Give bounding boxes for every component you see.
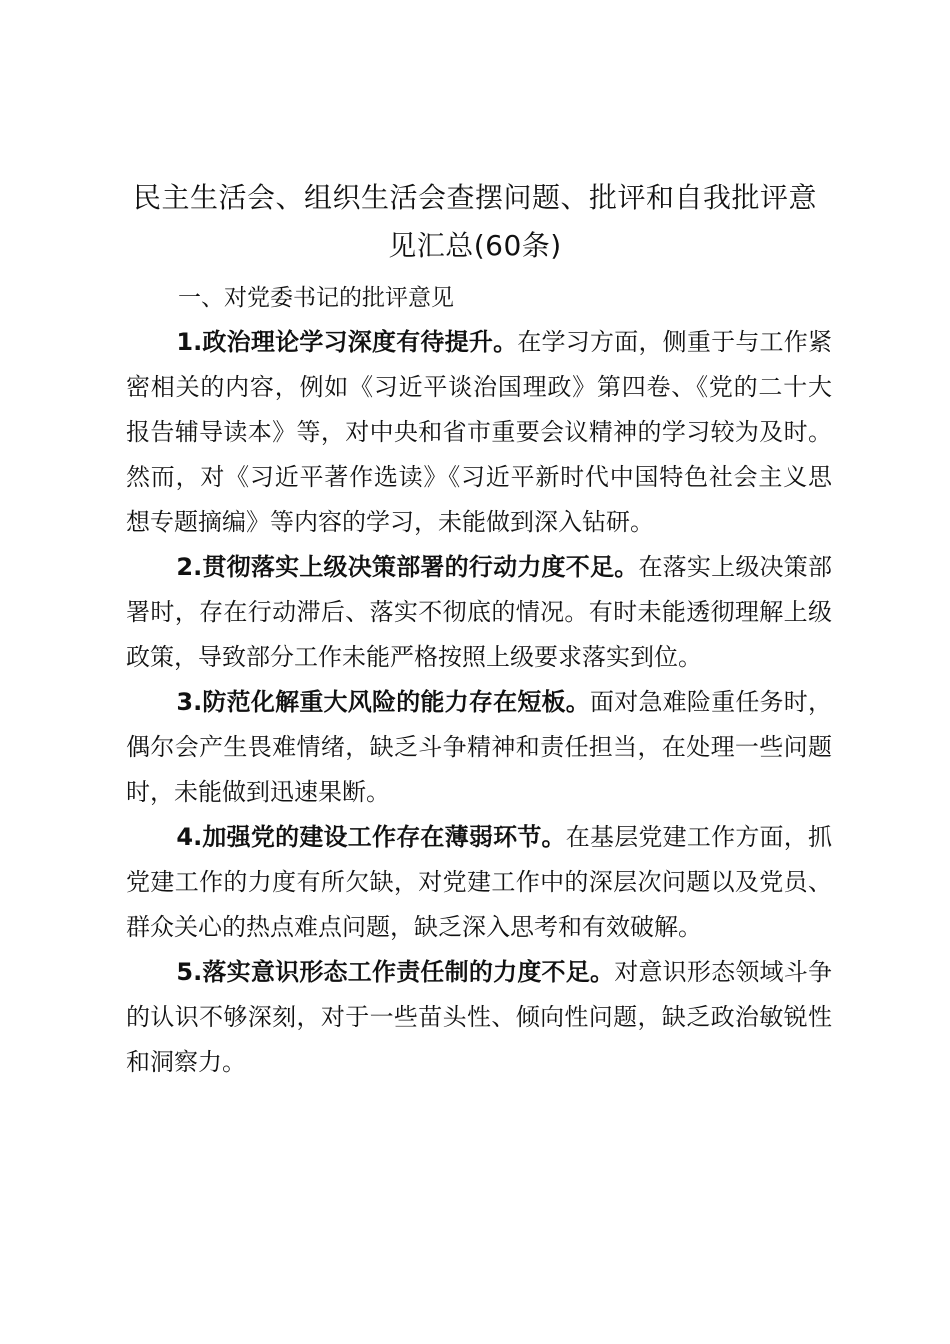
- section-heading: 一、对党委书记的批评意见: [178, 285, 454, 311]
- paragraph-5-body: 对意识形态领域斗争的认识不够深刻，对于一些苗头性、倾向性问题，缺乏政治敏锐性和洞察力。: [126, 958, 832, 1076]
- paragraph-4-lead: 4.加强党的建设工作存在薄弱环节。: [176, 823, 566, 851]
- paragraph-3: [126, 680, 832, 815]
- paragraph-1-body: 在学习方面，侧重于与工作紧密相关的内容，例如《习近平谈治国理政》第四卷、《党的二十大报告辅导读本》等，对中央和省市重要会议精神的学习较为及时。然而，对《习近平著作选读》《习近平新时代中国特色社会主义思想专题摘编》等内容的学习，未能做到深入钻研。: [126, 328, 832, 536]
- paragraph-1-lead: 1.政治理论学习深度有待提升。: [176, 328, 518, 356]
- paragraph-2-lead: 2.贯彻落实上级决策部署的行动力度不足。: [176, 553, 639, 581]
- paragraph-2-body: 在落实上级决策部署时，存在行动滞后、落实不彻底的情况。有时未能透彻理解上级政策，导致部分工作未能严格按照上级要求落实到位。: [126, 553, 832, 671]
- document-body: [126, 320, 832, 1085]
- document-title: 民主生活会、组织生活会查摆问题、批评和自我批评意见汇总(60条): [132, 181, 817, 262]
- paragraph-2: [126, 545, 832, 680]
- paragraph-1: [126, 320, 832, 545]
- paragraph-3-body: 面对急难险重任务时，偶尔会产生畏难情绪，缺乏斗争精神和责任担当，在处理一些问题时，未能做到迅速果断。: [126, 688, 833, 806]
- paragraph-5-lead: 5.落实意识形态工作责任制的力度不足。: [176, 958, 615, 986]
- paragraph-4-body: 在基层党建工作方面，抓党建工作的力度有所欠缺，对党建工作中的深层次问题以及党员、群众关心的热点难点问题，缺乏深入思考和有效破解。: [126, 823, 832, 941]
- paragraph-4: [126, 815, 832, 950]
- paragraph-3-lead: 3.防范化解重大风险的能力存在短板。: [176, 688, 590, 716]
- paragraph-5: [126, 950, 832, 1085]
